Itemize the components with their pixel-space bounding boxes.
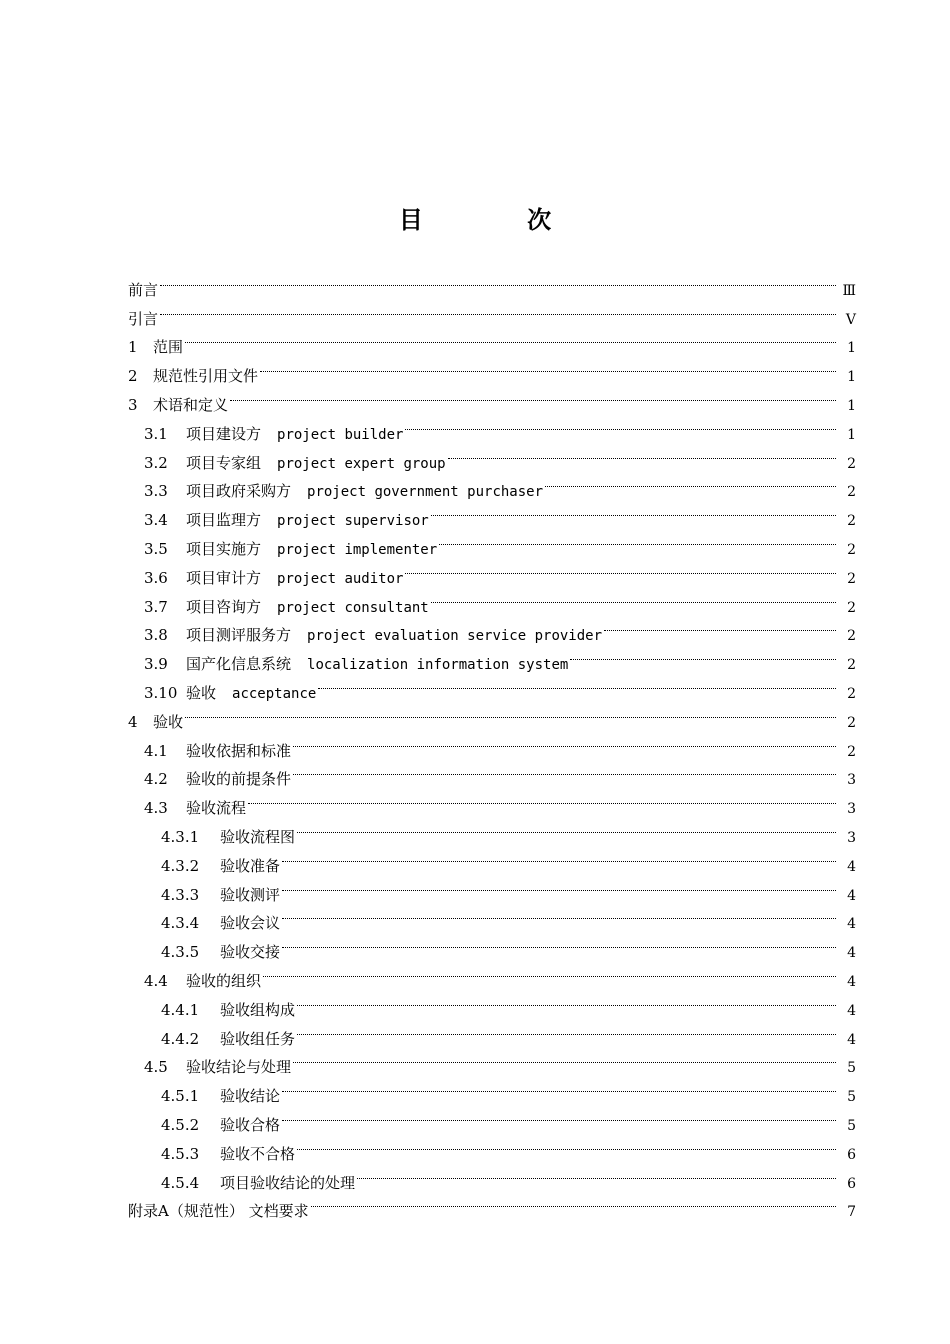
- toc-entry[interactable]: [128, 324, 856, 357]
- toc-entry-title: 验收测评: [220, 885, 281, 904]
- toc-dot-leader: [282, 900, 836, 929]
- toc-entry-number: 4.1: [144, 741, 168, 760]
- toc-entry[interactable]: [128, 727, 856, 760]
- toc-entry-english-title: project auditor: [277, 570, 404, 587]
- toc-page-number: 1: [847, 369, 856, 386]
- toc-entry-title: 项目专家组: [186, 453, 262, 472]
- toc-entry-number: 3.3: [144, 482, 168, 501]
- toc-dot-leader: [282, 871, 836, 900]
- toc-entry-number: 3.1: [144, 424, 168, 443]
- toc-entry-title: 验收: [186, 683, 217, 702]
- toc-entry-title: 术语和定义: [153, 395, 229, 414]
- toc-entry-english-title: project evaluation service provider: [307, 628, 603, 645]
- toc-entry-title: 验收流程: [186, 799, 247, 818]
- toc-entry-title: 验收结论: [220, 1087, 281, 1106]
- toc-entry-english-title: project builder: [277, 426, 404, 443]
- toc-entry-number: 4.3.3: [161, 885, 200, 904]
- toc-entry-number: 3.4: [144, 511, 168, 530]
- toc-page-number: 2: [847, 743, 856, 760]
- toc-entry-title: 项目监理方: [186, 511, 262, 530]
- toc-entry-title: 验收: [153, 712, 184, 731]
- toc-page-number: 1: [847, 397, 856, 414]
- toc-entry-number: 3.8: [144, 626, 168, 645]
- toc-dot-leader: [230, 381, 836, 410]
- toc-entry-number: 4.5.1: [161, 1087, 200, 1106]
- toc-dot-leader: [318, 669, 836, 698]
- toc-entry-title: 验收会议: [220, 914, 281, 933]
- toc-entry-number: 4.3.2: [161, 856, 200, 875]
- toc-page-number: 2: [847, 685, 856, 702]
- toc-entry-title: 项目建设方: [186, 424, 262, 443]
- toc-dot-leader: [439, 525, 836, 554]
- toc-dot-leader: [431, 583, 836, 612]
- toc-page-number: 2: [847, 570, 856, 587]
- toc-dot-leader: [405, 554, 836, 583]
- toc-page-number: 2: [847, 657, 856, 674]
- toc-entry-number: 4.5: [144, 1058, 168, 1077]
- toc-entry-title: 项目咨询方: [186, 597, 262, 616]
- toc-dot-leader: [297, 1130, 836, 1159]
- toc-entry-title: 验收依据和标准: [186, 741, 292, 760]
- toc-page-number: 4: [847, 945, 856, 962]
- toc-entry-number: 3.5: [144, 539, 168, 558]
- toc-entry[interactable]: [128, 381, 856, 414]
- toc-entry-title: 规范性引用文件: [153, 367, 259, 386]
- toc-dot-leader: [311, 1188, 836, 1217]
- toc-dot-leader: [297, 986, 836, 1015]
- toc-dot-leader: [570, 640, 836, 669]
- toc-entry-title: 验收不合格: [220, 1144, 296, 1163]
- toc-entry-number: 3.6: [144, 568, 168, 587]
- toc-dot-leader: [297, 813, 836, 842]
- toc-entry-title: 项目实施方: [186, 539, 262, 558]
- toc-page-number: 5: [847, 1089, 856, 1106]
- toc-dot-leader: [297, 1015, 836, 1044]
- toc-dot-leader: [405, 410, 836, 439]
- toc-entry[interactable]: [128, 698, 856, 731]
- toc-entry-english-title: project government purchaser: [307, 484, 544, 501]
- toc-page-number: 1: [847, 426, 856, 443]
- toc-dot-leader: [260, 352, 836, 381]
- toc-entry[interactable]: [128, 352, 856, 386]
- toc-entry-number: 3.10: [144, 683, 178, 702]
- toc-entry-number: 4.4: [144, 971, 168, 990]
- toc-entry-title: 国产化信息系统: [186, 655, 292, 674]
- toc-entry-title: 引言: [128, 309, 159, 328]
- toc-page-number: 5: [847, 1117, 856, 1134]
- toc-entry-title: 项目政府采购方: [186, 482, 292, 501]
- toc-dot-leader: [431, 496, 836, 525]
- toc-entry-english-title: project implementer: [277, 541, 438, 558]
- toc-entry-english-title: project consultant: [277, 599, 429, 616]
- toc-entry[interactable]: [128, 295, 856, 328]
- toc-dot-leader: [604, 612, 836, 641]
- toc-page-number: 3: [847, 829, 856, 846]
- toc-entry-english-title: project expert group: [277, 455, 446, 472]
- toc-dot-leader: [185, 698, 836, 727]
- toc-entry-number: 3.7: [144, 597, 168, 616]
- toc-dot-leader: [263, 957, 836, 986]
- toc-page-number: 4: [847, 858, 856, 875]
- toc-page-number: Ⅴ: [845, 311, 856, 328]
- table-of-contents: [128, 266, 856, 1221]
- toc-page-number: 2: [847, 484, 856, 501]
- toc-page-number: 2: [847, 599, 856, 616]
- toc-entry-english-title: localization information system: [307, 657, 569, 674]
- toc-page-number: 6: [847, 1146, 856, 1163]
- toc-dot-leader: [293, 727, 836, 756]
- toc-entry-number: 4.3.1: [161, 827, 200, 846]
- toc-dot-leader: [448, 439, 836, 468]
- toc-entry-title: 验收组构成: [220, 1000, 296, 1019]
- toc-entry-number: 3.2: [144, 453, 168, 472]
- toc-dot-leader: [282, 1072, 836, 1101]
- toc-entry-title: 项目验收结论的处理: [220, 1173, 356, 1192]
- toc-entry-number: 4.4.2: [161, 1029, 200, 1048]
- page-title: 目 次: [398, 206, 600, 235]
- toc-entry-title: 验收的组织: [186, 971, 262, 990]
- toc-entry-number: 2: [128, 367, 138, 386]
- toc-entry-number: 4.3.4: [161, 914, 200, 933]
- toc-entry-number: 3: [128, 395, 138, 414]
- toc-entry-english-title: project supervisor: [277, 513, 429, 530]
- toc-dot-leader: [185, 324, 836, 353]
- toc-entry-title: 验收流程图: [220, 827, 296, 846]
- toc-entry-title: 附录A（规范性） 文档要求: [128, 1202, 309, 1221]
- toc-dot-leader: [248, 784, 836, 813]
- toc-page-number: 4: [847, 1031, 856, 1048]
- toc-page-number: 7: [847, 1204, 856, 1221]
- toc-dot-leader: [545, 468, 836, 497]
- toc-entry-number: 1: [128, 338, 138, 357]
- toc-entry[interactable]: [128, 266, 856, 299]
- toc-entry[interactable]: [128, 410, 856, 443]
- toc-dot-leader: [160, 295, 836, 324]
- toc-page-number: 2: [847, 513, 856, 530]
- toc-entry-title: 验收合格: [220, 1115, 281, 1134]
- toc-entry-number: 4: [128, 712, 138, 731]
- toc-entry-number: 4.2: [144, 770, 168, 789]
- toc-entry-title: 项目审计方: [186, 568, 262, 587]
- toc-page-number: 6: [847, 1175, 856, 1192]
- toc-entry-number: 4.4.1: [161, 1000, 200, 1019]
- toc-entry-title: 前言: [128, 280, 159, 299]
- toc-dot-leader: [293, 756, 836, 785]
- toc-entry-number: 4.5.2: [161, 1115, 200, 1134]
- toc-entry-title: 验收结论与处理: [186, 1058, 292, 1077]
- toc-entry-title: 项目测评服务方: [186, 626, 292, 645]
- toc-page-number: 4: [847, 916, 856, 933]
- toc-page-number: 3: [847, 772, 856, 789]
- toc-page-number: 2: [847, 541, 856, 558]
- toc-page-number: 5: [847, 1060, 856, 1077]
- toc-page-number: Ⅲ: [842, 282, 856, 299]
- toc-dot-leader: [357, 1159, 836, 1188]
- toc-dot-leader: [160, 266, 836, 295]
- toc-page-number: 4: [847, 973, 856, 990]
- toc-entry-number: 4.5.4: [161, 1173, 200, 1192]
- toc-entry-english-title: acceptance: [232, 685, 317, 702]
- toc-entry-number: 4.3.5: [161, 943, 200, 962]
- toc-dot-leader: [282, 842, 836, 871]
- toc-entry-title: 验收的前提条件: [186, 770, 292, 789]
- toc-page-number: 1: [847, 340, 856, 357]
- toc-dot-leader: [282, 1101, 836, 1130]
- toc-entry-number: 3.9: [144, 655, 168, 674]
- toc-entry-title: 验收交接: [220, 943, 281, 962]
- toc-entry-title: 范围: [153, 338, 184, 357]
- toc-entry-number: 4.3: [144, 799, 168, 818]
- toc-page-number: 4: [847, 887, 856, 904]
- toc-page-number: 3: [847, 801, 856, 818]
- toc-page-number: 4: [847, 1002, 856, 1019]
- toc-page-number: 2: [847, 714, 856, 731]
- toc-entry-title: 验收组任务: [220, 1029, 296, 1048]
- toc-entry-title: 验收准备: [220, 856, 281, 875]
- toc-entry-number: 4.5.3: [161, 1144, 200, 1163]
- toc-dot-leader: [282, 928, 836, 957]
- toc-page-number: 2: [847, 628, 856, 645]
- toc-dot-leader: [293, 1044, 836, 1073]
- toc-page-number: 2: [847, 455, 856, 472]
